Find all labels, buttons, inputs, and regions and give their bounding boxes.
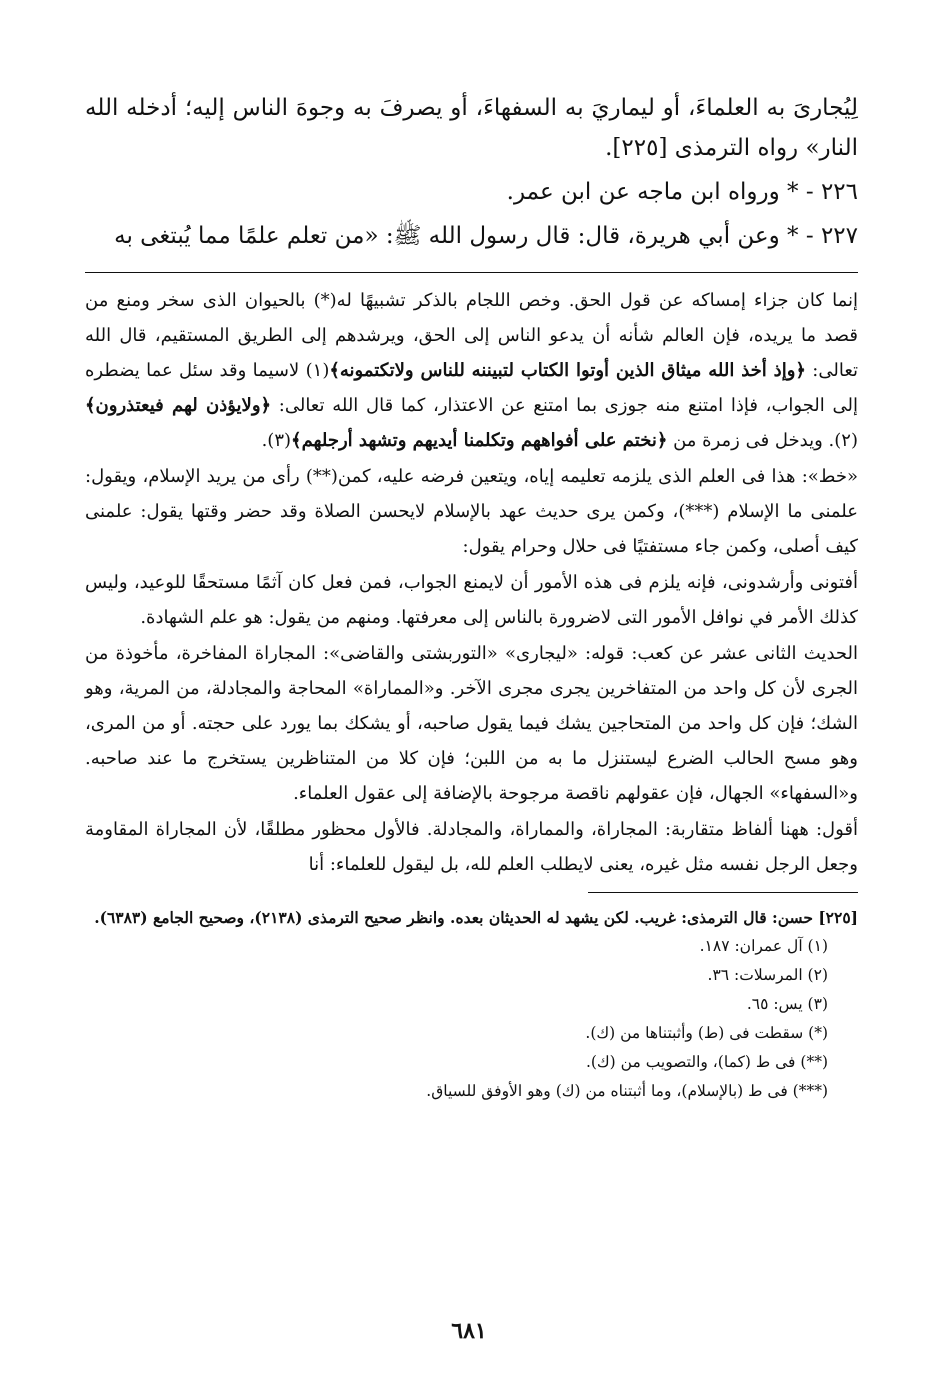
page-number: ٦٨١ bbox=[451, 1318, 487, 1344]
hadith-paragraph: لِيُجارىَ به العلماءَ، أو ليماريَ به السفهاءَ، أو يصرفَ به وجوهَ الناس إليه؛ أدخله الله النار» رواه الترمذى [٢٢٥]. bbox=[85, 95, 858, 161]
footnote-divider bbox=[588, 892, 858, 893]
hadith-text bbox=[85, 88, 858, 256]
quran-quote: ﴿ولايؤذن لهم فيعتذرون﴾ bbox=[85, 395, 272, 416]
commentary-paragraph-4: الحديث الثانى عشر عن كعب: قوله: «ليجارى» «التوربشتى والقاضى»: المجاراة المفاخرة، مأخوذة من الجرى لأن كل واحد من المتفاخرين يجرى مجرى الآخر. و«المماراة» المحاجة والمجادلة، من المرية، وهو الشك؛ فإن كل واحد من المتحاجين يشك فيما يقول صاحبه، أو يشكك بما يورد على حجته. أو من المرى، وهو مسح الحالب الضرع ليستنزل ما به من اللبن؛ فإن كلا من المتناظرين يستخرج ما عند صاحبه. و«السفهاء» الجهال، فإن عقولهم ناقصة مرجوحة بالإضافة إلى عقول العلماء. bbox=[85, 643, 858, 804]
commentary-paragraph-5: أقول: ههنا ألفاظ متقاربة: المجاراة، والمماراة، والمجادلة. فالأول محظور مطلقًا، لأن المجاراة المقاومة وجعل الرجل نفسه مثل غيره، يعنى لايطلب العلم لله، بل ليقول للعلماء: أنا bbox=[85, 819, 858, 875]
commentary bbox=[85, 283, 858, 882]
hadith-227: ٢٢٧ - * وعن أبي هريرة، قال: قال رسول الله ﷺ: «من تعلم علمًا مما يُبتغى به bbox=[114, 223, 858, 249]
quran-quote: ﴿نختم على أفواههم وتكلمنا أيديهم وتشهد أرجلهم﴾ bbox=[291, 430, 668, 451]
footnote-2: (٢) المرسلات: ٣٦. bbox=[707, 966, 828, 984]
footnote-1: (١) آل عمران: ١٨٧. bbox=[699, 937, 828, 955]
page-body bbox=[85, 88, 858, 1106]
footnote-3: (٣) يس: ٦٥. bbox=[746, 995, 828, 1013]
commentary-paragraph-2: «خط»: هذا فى العلم الذى يلزمه تعليمه إياه، ويتعين فرضه عليه، كمن(**) رأى من يريد الإسلام، ويقول: علمنى ما الإسلام (***)، وكمن يرى حديث عهد بالإسلام لايحسن الصلاة وقد حضر وقتها يقول: علمنى كيف أصلى، وكمن جاء مستفتيًا فى حلال وحرام يقول: bbox=[85, 466, 858, 557]
footnotes bbox=[85, 903, 858, 1106]
footnote-star-1: (*) سقطت فى (ط) وأثبتناها من (ك). bbox=[585, 1024, 828, 1042]
hadith-226: ٢٢٦ - * ورواه ابن ماجه عن ابن عمر. bbox=[506, 179, 858, 205]
footnote-225: [٢٢٥] حسن: قال الترمذى: غريب. لكن يشهد له الحديثان بعده. وانظر صحيح الترمذى (٢١٣٨)، وصحيح الجامع (٦٣٨٣). bbox=[94, 908, 858, 927]
commentary-paragraph-1: إنما كان جزاء إمساكه عن قول الحق. وخص اللجام بالذكر تشبيهًا له(*) بالحيوان الذى سخر ومنع من قصد ما يريده، فإن العالم شأنه أن يدعو الناس إلى الحق، ويرشدهم إلى الطريق المستقيم، قال الله تعالى: ﴿وإذ أخذ الله ميثاق الذين أوتوا الكتاب لتبيننه للناس ولاتكتمونه﴾(١) لاسيما وقد سئل عما يضطره إلى الجواب، فإذا امتنع منه جوزى بما امتنع عن الاعتذار، كما قال الله تعالى: ﴿ولايؤذن لهم فيعتذرون﴾ (٢). ويدخل فى زمرة من ﴿نختم على أفواههم وتكلمنا أيديهم وتشهد أرجلهم﴾(٣). bbox=[85, 290, 859, 451]
quran-quote: ﴿وإذ أخذ الله ميثاق الذين أوتوا الكتاب لتبيننه للناس ولاتكتمونه﴾ bbox=[329, 360, 806, 381]
footnote-star-3: (***) فى ط (بالإسلام)، وما أثبتناه من (ك) وهو الأوفق للسياق. bbox=[426, 1082, 828, 1100]
commentary-divider bbox=[85, 272, 858, 273]
commentary-paragraph-3: أفتونى وأرشدونى، فإنه يلزم فى هذه الأمور أن لايمنع الجواب، فمن فعل كان آثمًا مستحقًا للوعيد، وليس كذلك الأمر في نوافل الأمور التى لاضرورة بالناس إلى معرفتها. ومنهم من يقول: هو علم الشهادة. bbox=[85, 572, 858, 628]
footnote-star-2: (**) فى ط (كما)، والتصويب من (ك). bbox=[585, 1053, 828, 1071]
